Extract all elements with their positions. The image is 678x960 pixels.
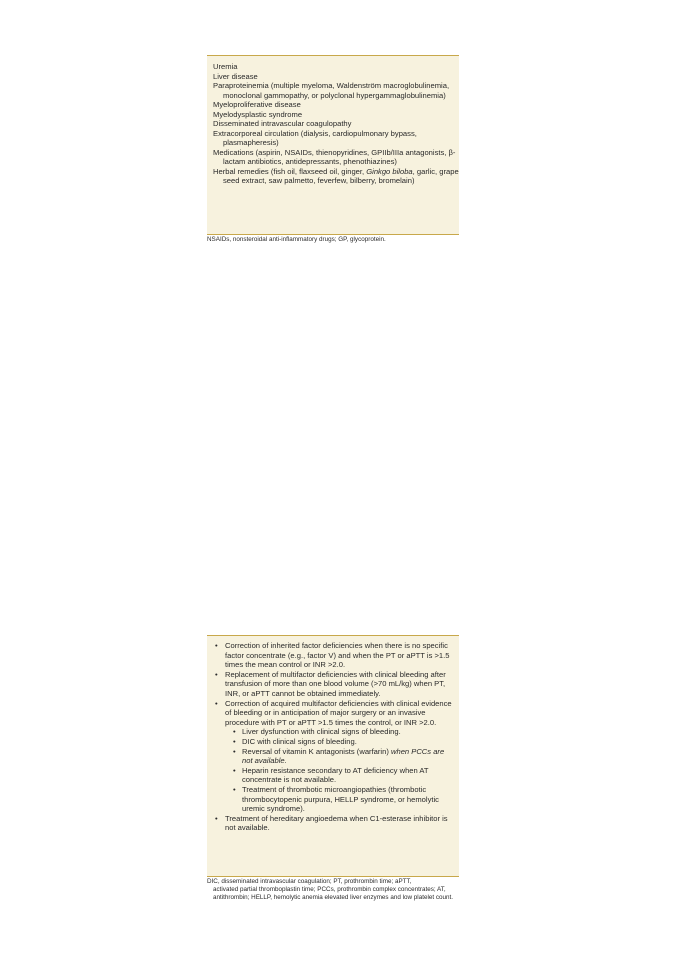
item-text: Treatment of hereditary angioedema when C1-esterase inhibitor is not available.: [225, 813, 448, 833]
table1-footnote: NSAIDs, nonsteroidal anti-inflammatory drugs; GP, glycoprotein.: [207, 236, 386, 243]
bullet-icon: •: [233, 727, 236, 737]
table2-footnote: [207, 878, 459, 903]
sub-item-text: Treatment of thrombotic microangiopathies (thrombotic thrombocytopenic purpura, HELLP syndrome, or hemolytic uremic syndrome).: [242, 784, 439, 814]
bullet-icon: •: [233, 736, 236, 746]
herbal-text-prefix: Herbal remedies (fish oil, flaxseed oil, ginger,: [213, 166, 367, 176]
item-text: Replacement of multifactor deficiencies with clinical bleeding after transfusion of more than one blood volume (>70 mL/kg) when PT, INR, or aPTT cannot be obtained immediately.: [225, 669, 446, 698]
bleeding-causes-table: [207, 55, 459, 235]
bullet-icon: •: [215, 698, 218, 708]
bullet-icon: •: [215, 641, 218, 650]
herbal-text-suffix: , garlic, grape seed extract, saw palmetto, feverfew, bilberry, bromelain): [223, 166, 459, 185]
list-item: [215, 699, 455, 814]
list-item: Disseminated intravascular coagulopathy: [213, 119, 352, 128]
indications-list: [207, 636, 459, 833]
causes-list: [207, 56, 459, 186]
list-item: Myelodysplastic syndrome: [213, 109, 303, 119]
list-item: Uremia: [213, 62, 238, 71]
bullet-icon: •: [215, 669, 218, 679]
list-item: [215, 670, 455, 699]
list-item: Liver disease: [213, 71, 258, 81]
list-item: Myeloproliferative disease: [213, 100, 301, 109]
bullet-icon: •: [215, 813, 218, 823]
list-item: Extracorporeal circulation (dialysis, cardiopulmonary bypass, plasmapheresis): [213, 128, 417, 147]
sub-item: [233, 727, 455, 737]
plasma-indications-table: [207, 635, 459, 877]
list-item: [215, 814, 455, 833]
bullet-icon: •: [233, 784, 236, 794]
sub-item-text: Reversal of vitamin K antagonists (warfarin): [242, 746, 391, 756]
list-item-herbal: [213, 167, 459, 186]
sub-item: [233, 785, 455, 814]
list-item: Paraproteinemia (multiple myeloma, Waldenström macroglobulinemia, monoclonal gammopathy, or polyclonal hypergammaglobulinemia): [213, 81, 450, 100]
sub-item-text: Liver dysfunction with clinical signs of bleeding.: [242, 727, 401, 737]
sub-item: [233, 766, 455, 785]
list-item: Medications (aspirin, NSAIDs, thienopyridines, GPIIb/IIIa antagonists, β-lactam antibiotics, antidepressants, phenothiazines): [213, 147, 456, 166]
sub-item: [233, 747, 455, 766]
bullet-icon: •: [233, 765, 236, 775]
footnote-line: DIC, disseminated intravascular coagulation; PT, prothrombin time; aPTT,: [207, 878, 412, 885]
sub-item-italic: when PCCs are not available.: [242, 746, 445, 766]
footnote-continuation: activated partial thromboplastin time; PCCs, prothrombin complex concentrates; AT, antithrombin; HELLP, hemolytic anemia elevated liver enzymes and low platelet count.: [213, 886, 453, 902]
bullet-icon: •: [233, 746, 236, 756]
sub-item: [233, 737, 455, 747]
list-item: [215, 641, 455, 670]
item-text: Correction of inherited factor deficiencies when there is no specific factor concentrate (e.g., factor V) and when the PT or aPTT is >1.5 times the mean control or INR >2.0.: [225, 641, 450, 670]
herbal-italic: Ginkgo biloba: [366, 166, 413, 176]
sub-item-text: Heparin resistance secondary to AT deficiency when AT concentrate is not available.: [242, 765, 429, 785]
sub-item-text: DIC with clinical signs of bleeding.: [242, 736, 357, 746]
sub-list: [225, 727, 455, 813]
item-text: Correction of acquired multifactor deficiencies with clinical evidence of bleeding or in anticipation of major surgery or an invasive procedure with PT or aPTT >1.5 times the control, or INR >2.0.: [225, 698, 452, 727]
